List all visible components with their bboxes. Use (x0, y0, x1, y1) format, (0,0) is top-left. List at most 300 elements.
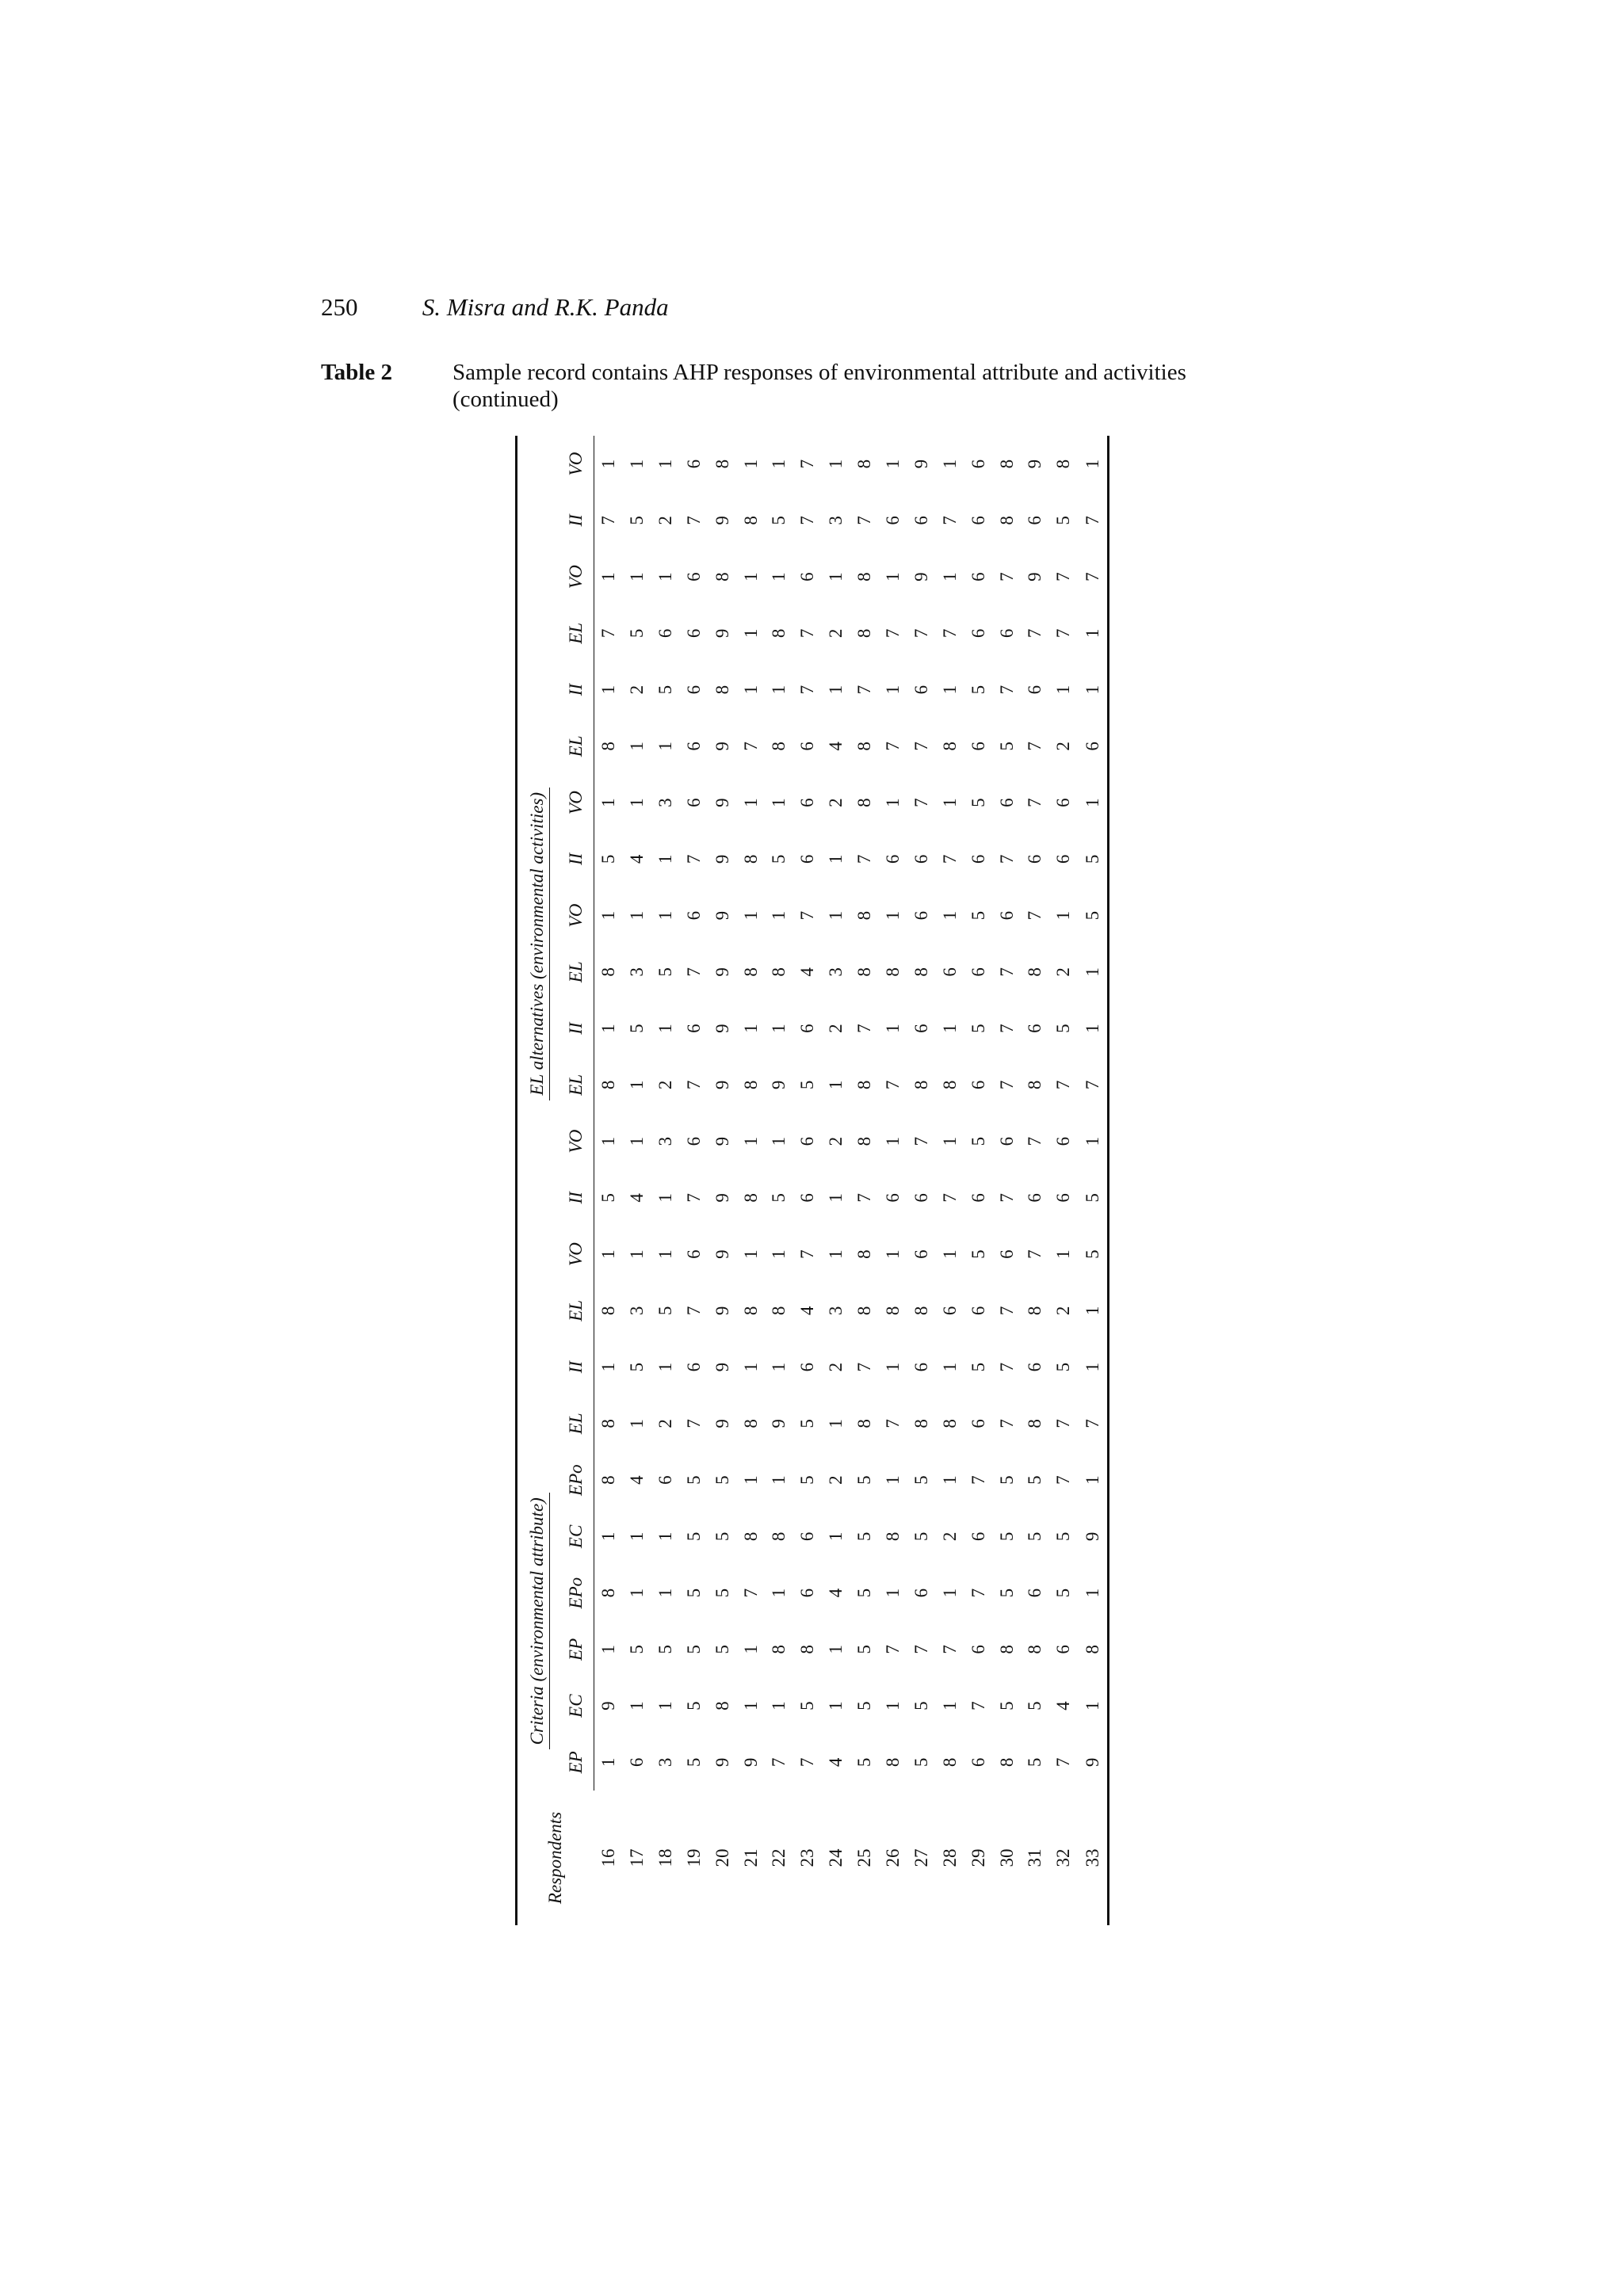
table-cell: 5 (683, 1701, 704, 1711)
table-cell: 8 (1078, 1621, 1108, 1677)
table-cell: 9 (712, 1362, 732, 1372)
table-cell: 1 (598, 798, 619, 807)
table-cell: 1 (598, 1249, 619, 1259)
table-row (936, 436, 964, 1925)
table-cell: 9 (712, 1419, 732, 1428)
table-cell: 5 (968, 1136, 988, 1146)
table-cell: 1 (883, 459, 903, 469)
table-cell: 9 (1025, 572, 1045, 582)
table-cell: 6 (968, 1531, 988, 1542)
table-cell: 7 (1078, 549, 1108, 605)
table-cell: 6 (683, 685, 704, 695)
table-cell: 6 (1053, 854, 1074, 864)
table-cell: 6 (683, 1136, 704, 1146)
criteria-column-header: EPo (559, 1452, 594, 1508)
table-cell: 7 (883, 1645, 903, 1654)
el-column-header: VO (559, 1113, 594, 1169)
table-cell: 1 (939, 798, 960, 807)
table-cell: 6 (1053, 798, 1074, 807)
table-cell: 6 (1025, 1024, 1045, 1033)
table-cell: 1 (655, 459, 675, 469)
table-cell: 1 (939, 1136, 960, 1146)
table-cell: 6 (1025, 854, 1045, 864)
table-cell: 9 (1078, 1508, 1108, 1565)
table-cell: 1 (598, 1362, 619, 1372)
respondent-id-cell: 18 (655, 1848, 675, 1867)
table-cell: 8 (854, 742, 875, 751)
table-cell: 7 (1078, 1057, 1108, 1113)
table-cell: 5 (854, 1757, 875, 1768)
table-cell: 1 (598, 1645, 619, 1654)
ahp-responses-table (515, 436, 1109, 1925)
table-cell: 1 (1078, 605, 1108, 662)
el-column-header: VO (559, 436, 594, 492)
table-cell: 8 (769, 742, 789, 751)
table-cell: 9 (911, 459, 931, 469)
table-row (708, 436, 737, 1925)
table-cell: 6 (968, 967, 988, 977)
table-cell: 3 (655, 1757, 675, 1768)
table-cell: 1 (939, 1249, 960, 1259)
table-cell: 6 (797, 572, 818, 582)
table-cell: 8 (883, 967, 903, 977)
el-column-header: EL (559, 605, 594, 662)
table-cell: 6 (883, 516, 903, 525)
rotated-table-area (515, 436, 1109, 1925)
table-cell: 9 (911, 572, 931, 582)
table-cell: 8 (712, 572, 732, 582)
table-cell: 8 (712, 685, 732, 695)
table-cell: 8 (740, 854, 761, 864)
table-cell: 8 (797, 1645, 818, 1654)
table-cell: 9 (712, 1080, 732, 1090)
table-row (1022, 436, 1050, 1925)
table-cell: 1 (883, 685, 903, 695)
table-cell: 7 (996, 1419, 1017, 1428)
table-cell: 5 (769, 1193, 789, 1203)
table-cell: 1 (598, 1757, 619, 1768)
table-cell: 1 (769, 1588, 789, 1598)
table-row (737, 436, 766, 1925)
table-cell: 7 (797, 1249, 818, 1259)
table-cell: 7 (1053, 1419, 1074, 1428)
table-cell: 1 (627, 1080, 647, 1090)
table-cell: 6 (968, 742, 988, 751)
table-cell: 1 (655, 1024, 675, 1033)
table-cell: 5 (598, 1193, 619, 1203)
table-cell: 1 (740, 910, 761, 921)
table-cell: 7 (939, 516, 960, 525)
table-cell: 8 (740, 1531, 761, 1542)
table-cell: 1 (598, 1024, 619, 1033)
table-cell: 9 (712, 854, 732, 864)
table-cell: 9 (712, 628, 732, 639)
table-cell: 7 (854, 1362, 875, 1372)
table-cell: 1 (655, 1588, 675, 1598)
criteria-column-header: EPo (559, 1565, 594, 1621)
table-cell: 1 (939, 1588, 960, 1598)
table-cell: 6 (1025, 1193, 1045, 1203)
table-cell: 7 (996, 854, 1017, 864)
table-cell: 8 (854, 910, 875, 921)
table-cell: 5 (911, 1701, 931, 1711)
table-cell: 5 (854, 1475, 875, 1485)
table-cell: 1 (883, 1588, 903, 1598)
table-cell: 1 (627, 1531, 647, 1542)
table-cell: 6 (1053, 1645, 1074, 1654)
table-cell: 1 (826, 1645, 846, 1654)
table-cell: 4 (826, 1588, 846, 1598)
table-cell: 7 (740, 1588, 761, 1598)
table-cell: 1 (1078, 1113, 1108, 1169)
table-cell: 5 (627, 516, 647, 525)
page-number: 250 (321, 293, 358, 321)
table-cell: 1 (1078, 1001, 1108, 1057)
table-cell: 1 (627, 1588, 647, 1598)
table-cell: 7 (854, 685, 875, 695)
table-cell: 5 (627, 628, 647, 639)
table-cell: 6 (1025, 1362, 1045, 1372)
el-column-header: EL (559, 1283, 594, 1339)
table-cell: 1 (740, 1645, 761, 1654)
table-cell: 1 (769, 459, 789, 469)
table-cell: 2 (1053, 1306, 1074, 1316)
table-cell: 7 (1053, 1080, 1074, 1090)
table-cell: 1 (939, 1475, 960, 1485)
table-cell: 1 (627, 742, 647, 751)
table-cell: 5 (996, 1588, 1017, 1598)
table-cell: 1 (883, 1024, 903, 1033)
table-cell: 5 (996, 742, 1017, 751)
table-cell: 1 (655, 1362, 675, 1372)
table-cell: 6 (911, 1024, 931, 1033)
table-cell: 1 (740, 628, 761, 639)
table-cell: 1 (826, 1419, 846, 1428)
table-cell: 8 (740, 1419, 761, 1428)
table-cell: 6 (683, 742, 704, 751)
table-cell: 1 (883, 1475, 903, 1485)
table-cell: 3 (826, 1306, 846, 1316)
table-cell: 6 (996, 628, 1017, 639)
table-cell: 1 (740, 459, 761, 469)
table-cell: 8 (854, 1306, 875, 1316)
table-cell: 8 (996, 459, 1017, 469)
table-cell: 8 (854, 967, 875, 977)
table-cell: 1 (598, 1136, 619, 1146)
table-cell: 7 (797, 459, 818, 469)
table-cell: 8 (769, 1645, 789, 1654)
table-cell: 6 (968, 1080, 988, 1090)
table-cell: 1 (598, 572, 619, 582)
table-body (594, 436, 1109, 1925)
table-cell: 6 (968, 459, 988, 469)
el-column-header: II (559, 1001, 594, 1057)
table-cell: 1 (655, 1249, 675, 1259)
table-cell: 7 (996, 1306, 1017, 1316)
table-cell: 7 (939, 628, 960, 639)
table-cell: 1 (1078, 1339, 1108, 1395)
table-cell: 5 (1078, 1169, 1108, 1226)
table-cell: 5 (655, 1306, 675, 1316)
table-cell: 7 (911, 1645, 931, 1654)
table-cell: 4 (627, 1193, 647, 1203)
table-cell: 4 (627, 854, 647, 864)
table-cell: 1 (598, 1531, 619, 1542)
table-cell: 1 (627, 572, 647, 582)
table-cell: 9 (1025, 459, 1045, 469)
table-cell: 1 (655, 1531, 675, 1542)
table-cell: 8 (740, 516, 761, 525)
table-cell: 2 (1053, 742, 1074, 751)
table-cell: 1 (740, 685, 761, 695)
criteria-group-header: Criteria (environmental attribute) (517, 1452, 559, 1791)
table-cell: 1 (627, 1419, 647, 1428)
respondent-id-cell: 27 (911, 1848, 931, 1867)
table-cell: 8 (1025, 1306, 1045, 1316)
page-header (321, 293, 669, 322)
table-cell: 9 (712, 798, 732, 807)
table-row (680, 436, 708, 1925)
table-cell: 7 (996, 1362, 1017, 1372)
table-cell: 1 (826, 459, 846, 469)
criteria-column-header: EC (559, 1508, 594, 1565)
table-cell: 6 (911, 910, 931, 921)
table-cell: 2 (627, 685, 647, 695)
table-cell: 6 (797, 1362, 818, 1372)
table-cell: 1 (627, 459, 647, 469)
table-cell: 6 (797, 1588, 818, 1598)
table-cell: 1 (883, 1249, 903, 1259)
table-cell: 1 (627, 1701, 647, 1711)
table-cell: 5 (712, 1531, 732, 1542)
table-cell: 6 (911, 1362, 931, 1372)
table-cell: 7 (740, 742, 761, 751)
table-row (623, 436, 651, 1925)
table-cell: 1 (826, 1080, 846, 1090)
table-cell: 7 (1053, 1757, 1074, 1768)
table-cell: 1 (939, 1362, 960, 1372)
table-cell: 1 (598, 910, 619, 921)
table-cell: 6 (1053, 1136, 1074, 1146)
el-column-header: VO (559, 887, 594, 944)
table-cell: 2 (655, 1080, 675, 1090)
table-cell: 8 (1025, 1645, 1045, 1654)
table-cell: 8 (854, 1419, 875, 1428)
table-cell: 6 (797, 1531, 818, 1542)
table-cell: 5 (968, 910, 988, 921)
table-cell: 3 (826, 516, 846, 525)
table-cell: 1 (740, 1701, 761, 1711)
table-cell: 8 (939, 1419, 960, 1428)
table-cell: 6 (996, 1136, 1017, 1146)
el-column-header: II (559, 492, 594, 548)
table-cell: 1 (1078, 944, 1108, 1000)
table-cell: 2 (939, 1531, 960, 1542)
table-cell: 1 (769, 1136, 789, 1146)
table-cell: 8 (854, 572, 875, 582)
table-cell: 5 (1053, 1531, 1074, 1542)
table-cell: 7 (1025, 798, 1045, 807)
table-cell: 1 (826, 572, 846, 582)
table-cell: 5 (683, 1588, 704, 1598)
table-cell: 1 (655, 910, 675, 921)
table-cell: 6 (911, 516, 931, 525)
table-cell: 1 (939, 685, 960, 695)
table-cell: 7 (1078, 492, 1108, 548)
table-cell: 1 (598, 459, 619, 469)
table-cell: 6 (939, 967, 960, 977)
table-cell: 6 (683, 1362, 704, 1372)
table-cell: 8 (996, 516, 1017, 525)
table-cell: 8 (598, 1080, 619, 1090)
table-cell: 6 (911, 1588, 931, 1598)
table-cell: 8 (598, 1588, 619, 1598)
table-cell: 7 (797, 910, 818, 921)
table-cell: 5 (1078, 1226, 1108, 1283)
table-cell: 7 (854, 1024, 875, 1033)
el-alternatives-group-header: EL alternatives (environmental activities) (517, 436, 559, 1452)
table-cell: 7 (683, 1080, 704, 1090)
table-cell: 1 (939, 459, 960, 469)
table-cell: 4 (826, 1757, 846, 1768)
criteria-column-header: EP (559, 1734, 594, 1791)
table-cell: 3 (627, 967, 647, 977)
table-cell: 9 (712, 967, 732, 977)
table-cell: 5 (968, 1024, 988, 1033)
table-cell: 2 (826, 1136, 846, 1146)
table-cell: 1 (769, 572, 789, 582)
table-cell: 8 (911, 1419, 931, 1428)
el-column-header: VO (559, 1226, 594, 1283)
table-cell: 5 (627, 1645, 647, 1654)
table-cell: 2 (826, 628, 846, 639)
table-row (594, 436, 624, 1925)
table-cell: 1 (1053, 685, 1074, 695)
table-cell: 6 (683, 910, 704, 921)
table-cell: 6 (1025, 1588, 1045, 1598)
table-cell: 6 (968, 1419, 988, 1428)
table-cell: 2 (655, 516, 675, 525)
table-cell: 6 (797, 854, 818, 864)
table-cell: 6 (911, 1249, 931, 1259)
table-cell: 6 (883, 854, 903, 864)
table-cell: 8 (740, 967, 761, 977)
table-cell: 6 (911, 854, 931, 864)
table-label: Table 2 (321, 360, 392, 385)
table-cell: 8 (854, 1136, 875, 1146)
table-cell: 6 (683, 1249, 704, 1259)
table-cell: 6 (996, 910, 1017, 921)
table-cell: 9 (712, 516, 732, 525)
respondent-id-cell: 21 (740, 1848, 761, 1867)
table-cell: 1 (769, 1249, 789, 1259)
table-cell: 2 (826, 1475, 846, 1485)
table-cell: 7 (683, 967, 704, 977)
table-cell: 8 (1025, 967, 1045, 977)
table-cell: 1 (740, 1024, 761, 1033)
table-cell: 7 (911, 742, 931, 751)
table-cell: 1 (598, 685, 619, 695)
table-cell: 6 (683, 572, 704, 582)
table-row (766, 436, 794, 1925)
el-column-header: II (559, 831, 594, 887)
table-cell: 5 (968, 798, 988, 807)
table-cell: 8 (996, 1757, 1017, 1768)
table-cell: 8 (911, 1080, 931, 1090)
table-cell: 1 (826, 910, 846, 921)
table-group-header-row (517, 436, 559, 1925)
table-row (964, 436, 993, 1925)
table-cell: 5 (911, 1531, 931, 1542)
table-row (879, 436, 907, 1925)
table-cell: 5 (1053, 516, 1074, 525)
table-cell: 7 (911, 798, 931, 807)
table-cell: 1 (826, 1531, 846, 1542)
table-cell: 6 (911, 685, 931, 695)
table-cell: 9 (1078, 1734, 1108, 1791)
table-cell: 5 (683, 1475, 704, 1485)
table-cell: 7 (797, 516, 818, 525)
table-cell: 8 (740, 1080, 761, 1090)
table-cell: 8 (712, 1701, 732, 1711)
table-cell: 1 (655, 1193, 675, 1203)
table-cell: 7 (911, 1136, 931, 1146)
table-cell: 7 (1025, 742, 1045, 751)
table-cell: 7 (968, 1701, 988, 1711)
table-cell: 4 (1053, 1701, 1074, 1711)
table-cell: 6 (968, 628, 988, 639)
table-cell: 5 (854, 1645, 875, 1654)
table-cell: 6 (655, 1475, 675, 1485)
table-cell: 5 (769, 854, 789, 864)
table-cell: 1 (1078, 436, 1108, 492)
table-cell: 9 (598, 1701, 619, 1711)
table-cell: 6 (683, 628, 704, 639)
table-cell: 7 (1025, 910, 1045, 921)
table-cell: 8 (769, 628, 789, 639)
table-cell: 3 (655, 798, 675, 807)
table-cell: 5 (1025, 1757, 1045, 1768)
table-cell: 8 (769, 1306, 789, 1316)
table-cell: 8 (712, 459, 732, 469)
table-cell: 1 (1078, 662, 1108, 718)
respondents-header: Respondents (517, 1791, 594, 1925)
respondent-id-cell: 26 (883, 1848, 903, 1867)
table-cell: 1 (826, 854, 846, 864)
table-cell: 1 (769, 798, 789, 807)
table-cell: 5 (683, 1645, 704, 1654)
respondent-id-cell: 32 (1053, 1848, 1074, 1867)
table-cell: 7 (996, 1024, 1017, 1033)
table-cell: 5 (655, 967, 675, 977)
table-cell: 6 (683, 1024, 704, 1033)
table-cell: 5 (712, 1645, 732, 1654)
table-row (993, 436, 1022, 1925)
table-cell: 7 (939, 854, 960, 864)
table-cell: 1 (883, 1362, 903, 1372)
table-cell: 5 (1025, 1701, 1045, 1711)
table-cell: 1 (883, 1136, 903, 1146)
table-cell: 2 (826, 1362, 846, 1372)
table-cell: 1 (1053, 910, 1074, 921)
table-cell: 8 (996, 1645, 1017, 1654)
table-cell: 1 (769, 1362, 789, 1372)
table-cell: 1 (826, 1193, 846, 1203)
el-column-header: VO (559, 549, 594, 605)
table-cell: 6 (1025, 685, 1045, 695)
table-cell: 4 (797, 1306, 818, 1316)
table-cell: 7 (797, 1757, 818, 1768)
